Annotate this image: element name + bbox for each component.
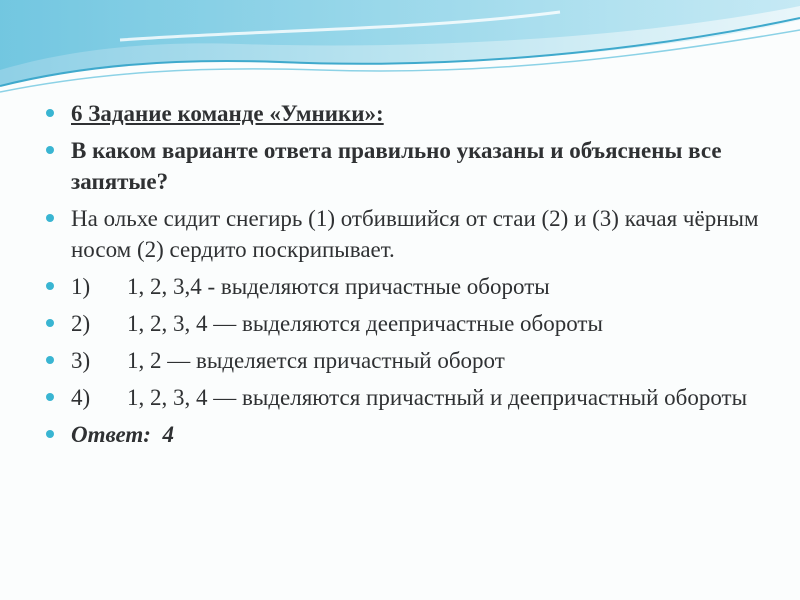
bullet-icon (46, 282, 54, 290)
option-text: 1, 2, 3, 4 — выделяются деепричастные обороты (127, 311, 603, 336)
task-question: В каком варианте ответа правильно указаны и объяснены все запятые? (71, 138, 722, 194)
task-title: 6 Задание команде «Умники»: (71, 101, 384, 126)
slide-content (46, 98, 766, 456)
list-item-sentence (46, 203, 766, 265)
option-number: 4) (71, 385, 91, 410)
option-text: 1, 2 — выделяется причастный оборот (127, 348, 505, 373)
bullet-icon (46, 214, 54, 222)
option-number: 3) (71, 348, 91, 373)
list-item-option-2 (46, 308, 766, 339)
bullet-icon (46, 430, 54, 438)
option-number: 2) (71, 311, 91, 336)
bullet-icon (46, 319, 54, 327)
bullet-icon (46, 146, 54, 154)
list-item-title (46, 98, 766, 129)
answer-label: Ответ: (71, 422, 151, 447)
list-item-option-1 (46, 271, 766, 302)
header-wave-decoration (0, 0, 800, 110)
option-number: 1) (71, 274, 91, 299)
option-text: 1, 2, 3,4 - выделяются причастные обороты (127, 274, 550, 299)
answer-value: 4 (162, 422, 174, 447)
option-text: 1, 2, 3, 4 — выделяются причастный и деепричастный обороты (127, 385, 748, 410)
task-sentence: На ольхе сидит снегирь (1) отбившийся от стаи (2) и (3) качая чёрным носом (2) сердито поскрипывает. (71, 206, 759, 262)
list-item-option-3 (46, 345, 766, 376)
list-item-question (46, 135, 766, 197)
bullet-icon (46, 109, 54, 117)
bullet-icon (46, 393, 54, 401)
list-item-option-4 (46, 382, 766, 413)
list-item-answer (46, 419, 766, 450)
bullet-icon (46, 356, 54, 364)
